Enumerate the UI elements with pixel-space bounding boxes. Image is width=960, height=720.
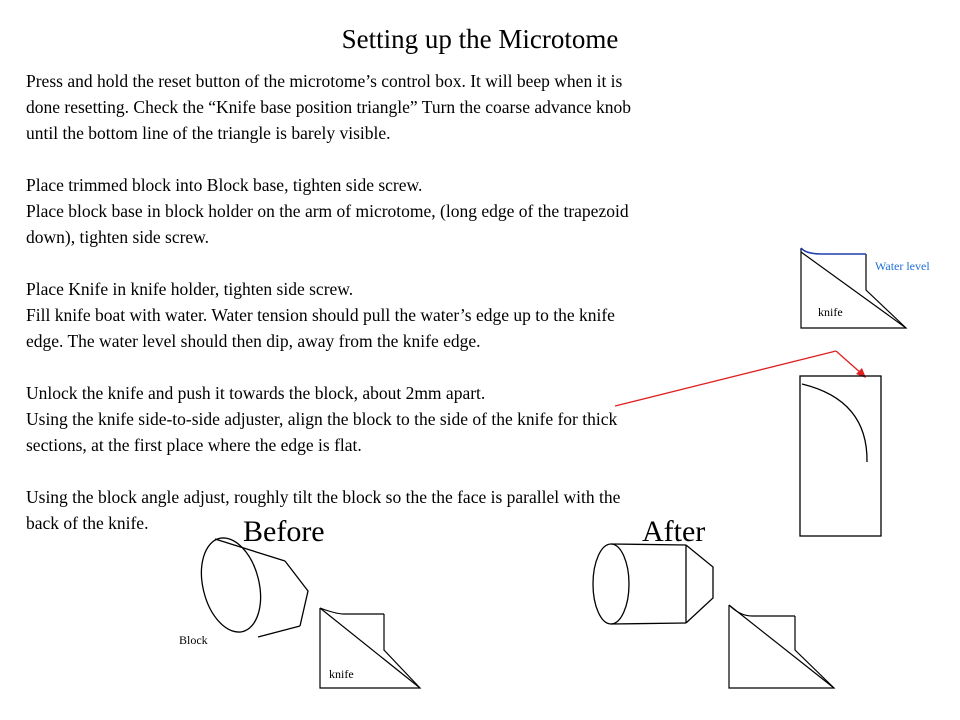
line: until the bottom line of the triangle is barely visible. (26, 123, 391, 143)
line: Fill knife boat with water. Water tension should pull the water’s edge up to the knife (26, 305, 615, 325)
line: Place block base in block holder on the arm of microtome, (long edge of the trapezoid (26, 201, 629, 221)
after-block (593, 544, 713, 624)
line: Place trimmed block into Block base, tighten side screw. (26, 175, 423, 195)
before-knife-water (320, 608, 384, 614)
arrow-shaft-2 (836, 351, 862, 374)
block-label: Block (179, 633, 208, 647)
after-knife-water (729, 605, 795, 616)
slide-title: Setting up the Microtome (341, 24, 619, 54)
after-block-bottom (611, 623, 686, 624)
before-block-nose (285, 561, 308, 626)
after-knife (729, 605, 834, 688)
line: done resetting. Check the “Knife base position triangle” Turn the coarse advance knob (26, 97, 632, 117)
block-closeup-curve (802, 384, 867, 462)
after-label: After (642, 515, 706, 548)
line: down), tighten side screw. (26, 227, 210, 247)
knife-label-before: knife (329, 667, 354, 681)
line: back of the knife. (26, 513, 149, 533)
arrow-shaft-1 (615, 351, 836, 406)
line: sections, at the first place where the edge is flat. (26, 435, 362, 455)
water-level-label: Water level (875, 259, 930, 273)
pointer-arrow (615, 351, 866, 406)
after-block-nose (686, 545, 713, 623)
line: Using the block angle adjust, roughly tilt the block so the the face is parallel with the (26, 487, 621, 507)
before-block-bottom (258, 626, 300, 637)
water-level-line (801, 248, 866, 254)
block-closeup (800, 376, 881, 536)
line: Press and hold the reset button of the microtome’s control box. It will beep when it is (26, 71, 623, 91)
block-closeup-rect (800, 376, 881, 536)
line: edge. The water level should then dip, away from the knife edge. (26, 331, 481, 351)
line: Unlock the knife and push it towards the block, about 2mm apart. (26, 383, 486, 403)
after-knife-edge (729, 605, 834, 688)
before-label: Before (243, 515, 325, 548)
line: Place Knife in knife holder, tighten side screw. (26, 279, 354, 299)
knife-label-top: knife (818, 305, 843, 319)
after-block-face (593, 544, 629, 624)
line: Using the knife side-to-side adjuster, align the block to the side of the knife for thick (26, 409, 618, 429)
